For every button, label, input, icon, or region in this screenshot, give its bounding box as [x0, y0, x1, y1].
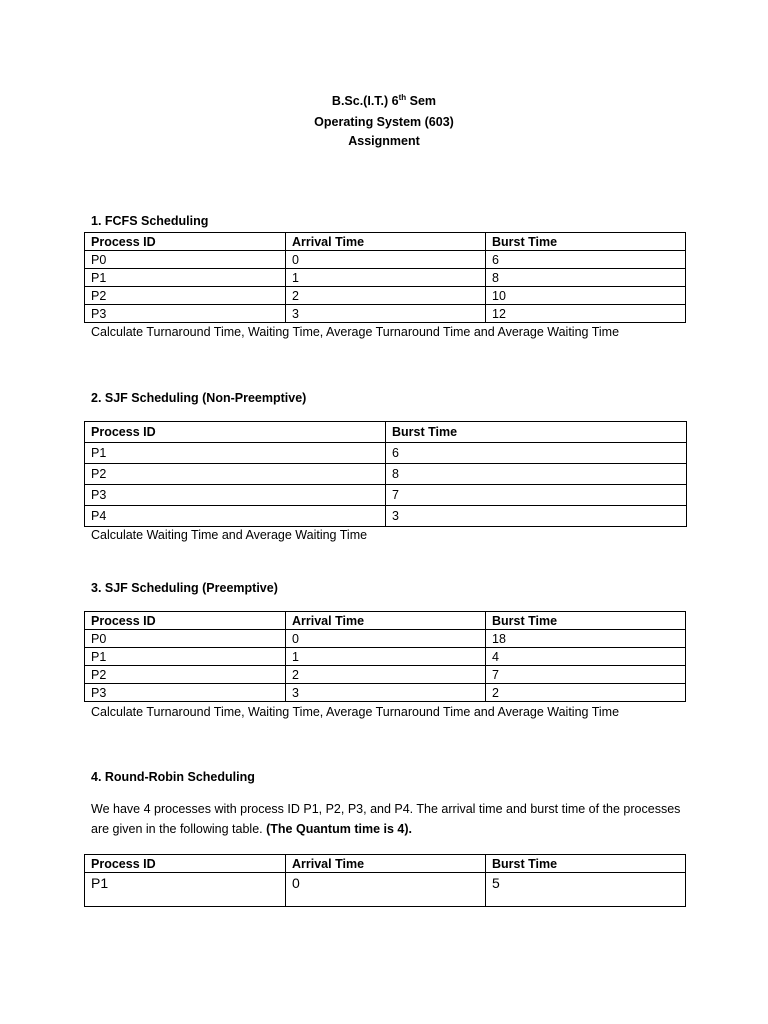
column-header: Arrival Time: [286, 612, 486, 630]
table-cell: P2: [85, 464, 386, 485]
table-cell: 7: [486, 666, 686, 684]
table-row: [85, 684, 686, 702]
table-cell: 10: [486, 287, 686, 305]
fcfs-table: [84, 232, 686, 323]
round-robin-table: [84, 854, 686, 907]
section2-heading: 2. SJF Scheduling (Non-Preemptive): [91, 391, 307, 405]
table-cell: 0: [286, 630, 486, 648]
section4-heading: 4. Round-Robin Scheduling: [91, 770, 255, 784]
table-cell: 2: [286, 666, 486, 684]
table-cell: P1: [85, 269, 286, 287]
doc-subject: Operating System (603): [314, 115, 454, 129]
column-header: Burst Time: [386, 422, 687, 443]
column-header: Arrival Time: [286, 233, 486, 251]
sjf-preemptive-table: [84, 611, 686, 702]
section3-heading: 3. SJF Scheduling (Preemptive): [91, 581, 278, 595]
table-cell: P1: [85, 443, 386, 464]
table-cell: 3: [286, 684, 486, 702]
table-cell: 0: [286, 251, 486, 269]
table-cell: 4: [486, 648, 686, 666]
table-cell: P2: [85, 666, 286, 684]
table-cell: P3: [85, 305, 286, 323]
section1-instruction: Calculate Turnaround Time, Waiting Time, Average Turnaround Time and Average Waiting Time: [91, 325, 620, 339]
table-cell: 2: [486, 684, 686, 702]
table-cell: P1: [85, 873, 286, 907]
table-row: [85, 485, 687, 506]
column-header: Arrival Time: [286, 855, 486, 873]
table-cell: P2: [85, 287, 286, 305]
table-header-row: [85, 233, 686, 251]
column-header: Process ID: [85, 422, 386, 443]
table-cell: 6: [386, 443, 687, 464]
table-row: [85, 873, 686, 907]
table-cell: 12: [486, 305, 686, 323]
table-row: [85, 287, 686, 305]
column-header: Process ID: [85, 855, 286, 873]
section3-instruction: Calculate Turnaround Time, Waiting Time, Average Turnaround Time and Average Waiting Time: [91, 705, 620, 719]
table-cell: P1: [85, 648, 286, 666]
table-cell: 6: [486, 251, 686, 269]
section2-instruction: Calculate Waiting Time and Average Waiting Time: [91, 528, 368, 542]
table-cell: P4: [85, 506, 386, 527]
table-cell: 0: [286, 873, 486, 907]
column-header: Burst Time: [486, 855, 686, 873]
section1-heading: 1. FCFS Scheduling: [91, 214, 209, 228]
table-row: [85, 305, 686, 323]
table-cell: 3: [286, 305, 486, 323]
table-row: [85, 666, 686, 684]
table-cell: P0: [85, 251, 286, 269]
table-row: [85, 464, 687, 485]
table-cell: 1: [286, 648, 486, 666]
table-cell: P0: [85, 630, 286, 648]
table-row: [85, 251, 686, 269]
table-row: [85, 648, 686, 666]
table-row: [85, 630, 686, 648]
table-cell: 8: [486, 269, 686, 287]
table-cell: 8: [386, 464, 687, 485]
column-header: Burst Time: [486, 612, 686, 630]
section4-description: We have 4 processes with process ID P1, P2, P3, and P4. The arrival time and burst time of the processes are given in the following table. (The Quantum time is 4).: [91, 802, 681, 836]
table-cell: 3: [386, 506, 687, 527]
table-cell: 18: [486, 630, 686, 648]
table-cell: 7: [386, 485, 687, 506]
column-header: Burst Time: [486, 233, 686, 251]
table-cell: 1: [286, 269, 486, 287]
column-header: Process ID: [85, 612, 286, 630]
sjf-nonpreemptive-table: [84, 421, 687, 527]
table-header-row: [85, 612, 686, 630]
table-cell: P3: [85, 485, 386, 506]
table-cell: 5: [486, 873, 686, 907]
table-row: [85, 269, 686, 287]
table-header-row: [85, 855, 686, 873]
table-cell: 2: [286, 287, 486, 305]
table-row: [85, 506, 687, 527]
column-header: Process ID: [85, 233, 286, 251]
table-row: [85, 443, 687, 464]
table-cell: P3: [85, 684, 286, 702]
doc-assignment-label: Assignment: [348, 134, 420, 148]
table-header-row: [85, 422, 687, 443]
doc-title-line1: B.Sc.(I.T.) 6th Sem: [331, 92, 437, 108]
